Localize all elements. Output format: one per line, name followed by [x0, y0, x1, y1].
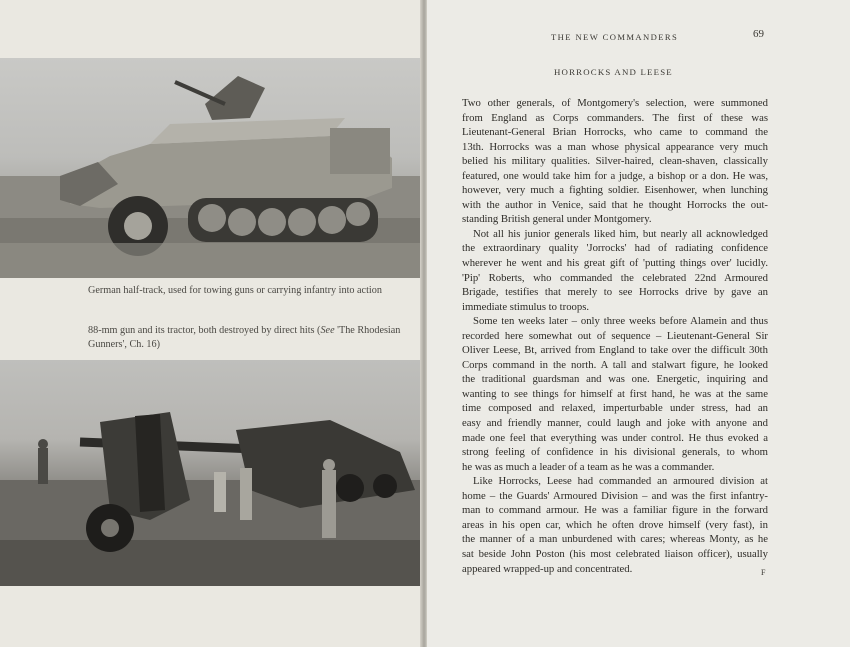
text-line: home – the Guards' Armoured Division – and was the first infantry- — [462, 489, 768, 502]
text-line: recorded here somewhat out of sequence – Lieutenant-General Sir — [462, 329, 768, 342]
text-line: the traditional guardsman and was one. Energetic, inquiring and — [462, 373, 768, 386]
text-line: sat beside John Poston (his most celebrated liaison officer), usually — [462, 547, 768, 560]
text-line: appeared wrapped-up and concentrated. — [462, 562, 633, 575]
text-line: wanting to see things for himself at first hand, he was at the same — [462, 387, 768, 400]
text-line: 'Pip' Roberts, who commanded the celebrated 22nd Armoured — [462, 271, 768, 284]
text-line: immediate stimulus to troops. — [462, 300, 590, 313]
text-line: wherever he went and his great gift of 'putting things over' lucidly. — [462, 257, 768, 270]
text-line: Some ten weeks later – only three weeks before Alamein and thus — [473, 315, 768, 328]
text-line: 13th. Horrocks was a man whose physical appearance very much — [462, 140, 768, 153]
text-line: areas in his open car, which he often drove himself (very fast), in — [462, 518, 768, 531]
text-line: time composed and relaxed, imperturbable under stress, had an — [462, 402, 768, 415]
halftrack-illustration — [0, 58, 422, 278]
section-heading: HORROCKS AND LEESE — [554, 67, 673, 77]
running-head: THE NEW COMMANDERS — [551, 32, 679, 42]
text-line: he was as much a leader of a team as he was a commander. — [462, 460, 715, 473]
text-line: belied his military qualities. Silver-haired, clean-shaven, classically — [462, 155, 768, 168]
text-line: however, very much a fighting soldier. Eisenhower, when lunching — [462, 184, 768, 197]
body-text — [462, 96, 768, 576]
text-line: standing British general under Montgomery. — [462, 213, 652, 226]
text-line: Lieutenant-General Brian Horrocks, who came to command the — [462, 126, 768, 139]
88mm-gun-illustration — [0, 360, 422, 586]
text-line: easy and friendly manner, could laugh and joke with anyone and — [462, 417, 768, 430]
text-line: with the author in Venice, said that he thought Horrocks the out- — [462, 198, 768, 211]
text-line: the extraordinary quality 'Jorrocks' had of radiating confidence — [462, 242, 768, 255]
halftrack-photo — [0, 58, 422, 278]
caption-halftrack: German half-track, used for towing guns or carrying infantry into action — [88, 285, 382, 296]
text-line: made one feel that everything was under control. He thus evoked a — [462, 431, 768, 444]
caption-88mm-gun — [88, 324, 408, 352]
caption-88mm-suffix: 'The Rhodesian Gunners', Ch. 16) — [88, 325, 401, 350]
text-line: Not all his junior generals liked him, but nearly all acknowledged — [473, 227, 768, 240]
text-line: Two other generals, of Montgomery's selection, were summoned — [462, 97, 768, 109]
text-line: strong feeling of confidence in his divisional generals, to whom — [462, 446, 768, 459]
text-line: Like Horrocks, Leese had commanded an armoured division at — [473, 475, 768, 488]
text-line: the manner of a man unburdened with cares; whereas Monty, as he — [462, 533, 768, 546]
text-line: man to command armour. He was a familiar figure in the forward — [462, 504, 768, 517]
signature-mark: F — [761, 568, 766, 577]
text-line: Brigade, testifies that merely to see Horrocks drive by gave an — [462, 286, 768, 299]
text-line: featured, one would take him for a judge, a bishop or a don. He was, — [462, 169, 768, 182]
caption-88mm-prefix: 88-mm gun and its tractor, both destroyed by direct hits ( — [88, 325, 321, 336]
text-line: Corps command in the north. A tall and stalwart figure, he looked — [462, 358, 768, 371]
88mm-gun-photo — [0, 360, 422, 586]
text-line: Oliver Leese, Bt, arrived from England to take over the difficult 30th — [462, 344, 768, 357]
caption-88mm-see: See — [320, 325, 335, 336]
page-number: 69 — [753, 28, 764, 40]
left-page — [0, 0, 422, 647]
text-line: from England as Corps commanders. The first of these was — [462, 111, 768, 124]
